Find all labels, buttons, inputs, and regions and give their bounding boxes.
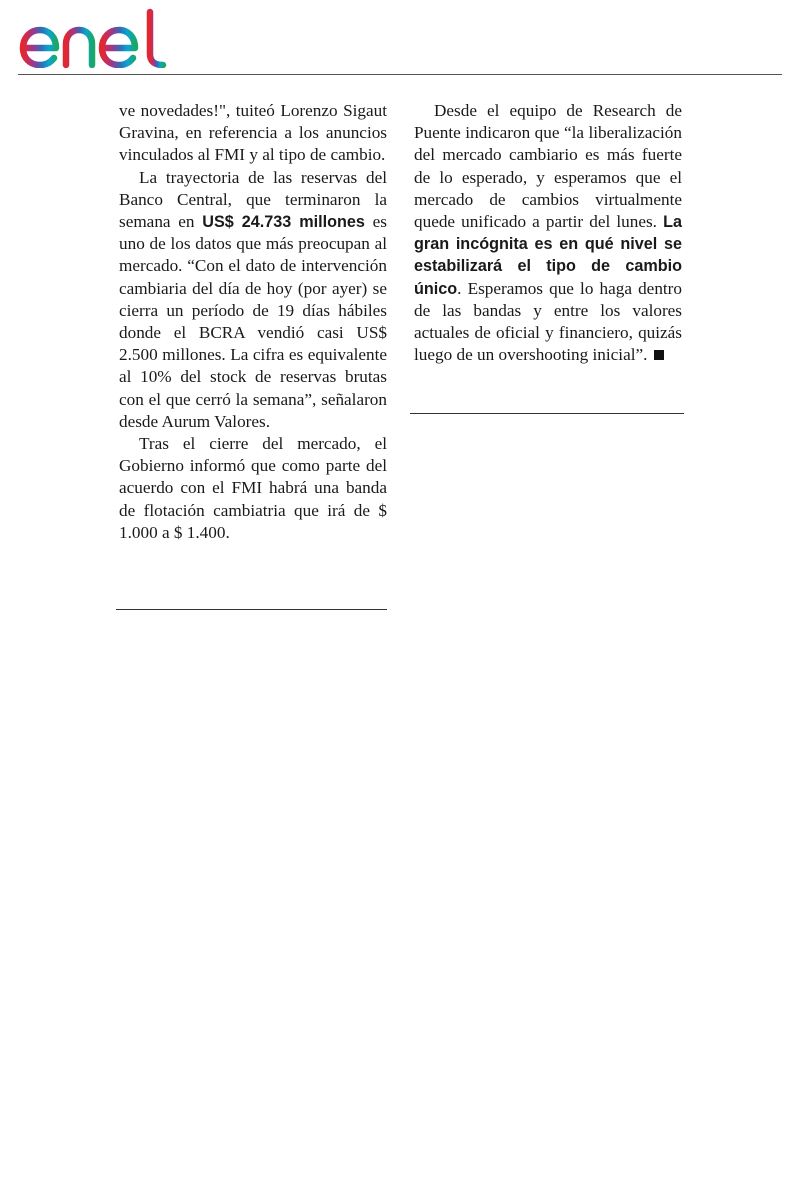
paragraph-4-text-b: . Esperamos que lo haga dentro de las bandas y entre los valores actuales de oficial y financiero, quizás luego de un overshooting inicial”. (414, 278, 682, 365)
article-column-right (414, 100, 682, 366)
article-column-left (119, 100, 387, 544)
header-divider (18, 74, 782, 75)
column-end-divider-right (410, 413, 684, 414)
paragraph-2-highlight: US$ 24.733 millones (202, 213, 365, 232)
column-end-divider-left (116, 609, 387, 610)
paragraph-1: ve novedades!", tuiteó Lorenzo Sigaut Gravina, en referencia a los anuncios vinculados al FMI y al tipo de cambio. (119, 101, 387, 165)
paragraph-2-text-a: La trayectoria de las reservas del Banco Central, que terminaron la semana en (119, 167, 387, 232)
paragraph-2 (119, 167, 387, 433)
end-of-article-mark (654, 350, 664, 360)
paragraph-3: Tras el cierre del mercado, el Gobierno informó que como parte del acuerdo con el FMI habrá una banda de flotación cambiatria que irá de $ 1.000 a $ 1.400. (119, 434, 387, 542)
enel-logo (18, 8, 170, 68)
paragraph-2-text-b: es uno de los datos que más preocupan al mercado. “Con el dato de intervención cambiaria del día de hoy (por ayer) se cierra un período de 19 días hábiles donde el BCRA vendió casi US$ 2.500 millones. La cifra es equivalente al 10% del stock de reservas brutas con el que cerró la semana”, señalaron desde Aurum Valores. (119, 212, 387, 431)
paragraph-4-text-a: Desde el equipo de Research de Puente indicaron que “la liberalización del mercado cambiario es más fuerte de lo esperado, y esperamos que el mercado de cambios virtualmente quede unificado a partir del lunes. (414, 101, 682, 232)
paragraph-4 (414, 100, 682, 366)
paragraph-4-highlight: La gran incógnita es en qué nivel se estabilizará el tipo de cambio único (414, 213, 682, 298)
